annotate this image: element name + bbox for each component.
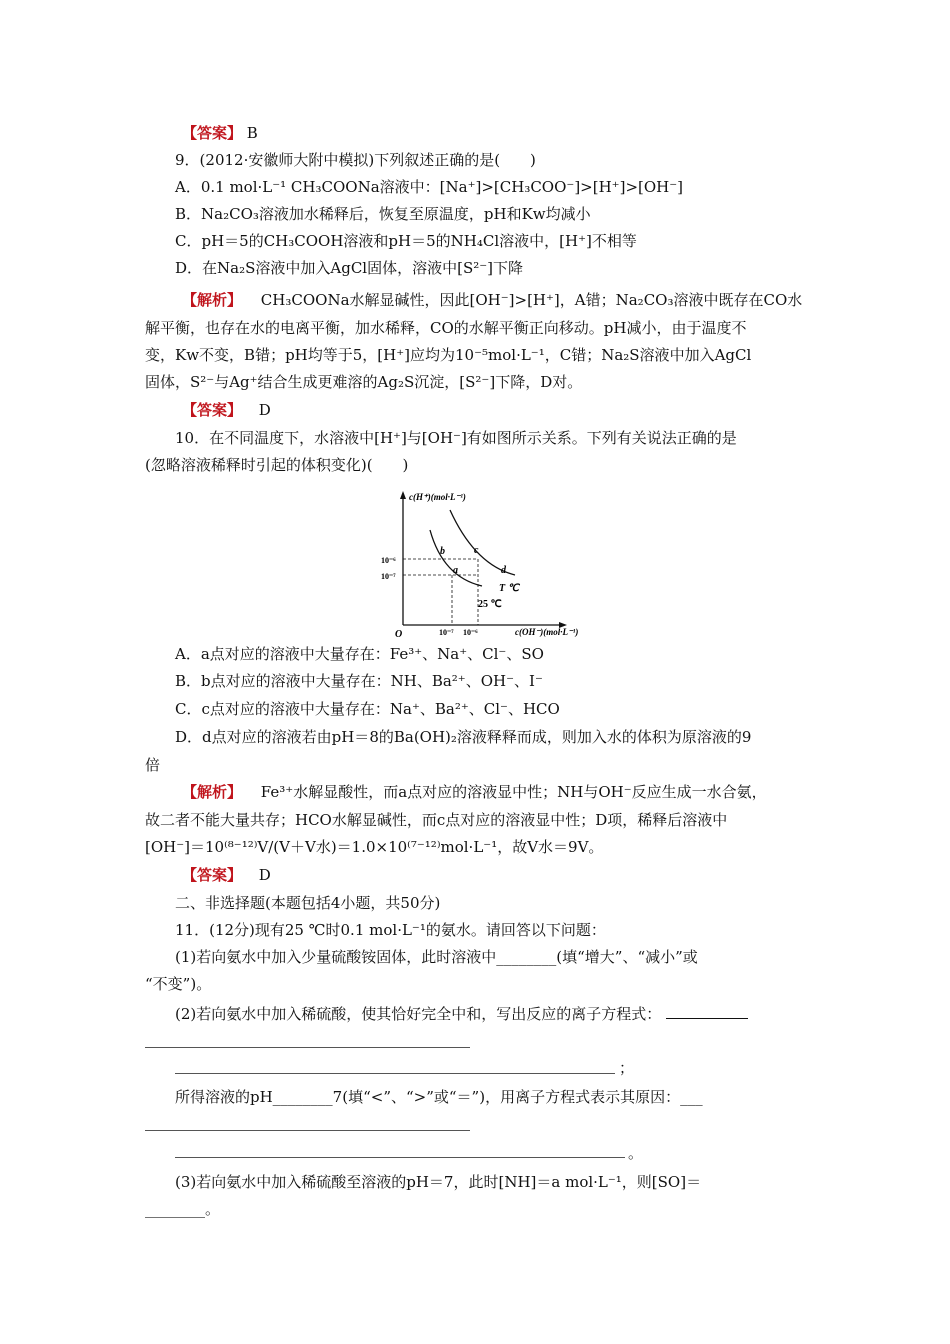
q9-option-b: B．Na₂CO₃溶液加水稀释后，恢复至原温度，pH和Kw均减小 bbox=[175, 205, 591, 223]
y-tick-label: 10⁻⁷ bbox=[381, 572, 396, 581]
x-tick-label: 10⁻⁷ bbox=[439, 628, 454, 637]
answer-line[interactable] bbox=[175, 1157, 625, 1158]
analysis-text: Fe³⁺水解显酸性，而a点对应的溶液显中性；NH与OH⁻反应生成一水合氨， bbox=[260, 783, 767, 801]
q10-option-c: C．c点对应的溶液中大量存在：Na⁺、Ba²⁺、Cl⁻、HCO bbox=[175, 700, 560, 718]
period: 。 bbox=[628, 1144, 644, 1162]
q10-option-d-line-2: 倍 bbox=[145, 756, 161, 774]
q9-analysis-line-1 bbox=[182, 290, 802, 310]
curve-25c bbox=[430, 530, 482, 586]
analysis-text: CH₃COONa水解显碱性，因此[OH⁻]>[H⁺]，A错；Na₂CO₃溶液中既存在CO水 bbox=[260, 291, 803, 309]
q9-analysis-line-3: 变，Kw不变，B错；pH均等于5，[H⁺]应均为10⁻⁵mol·L⁻¹，C错；Na₂S溶液中加入AgCl bbox=[145, 346, 752, 364]
q9-answer-line bbox=[182, 400, 271, 420]
q9-option-c: C．pH＝5的CH₃COOH溶液和pH＝5的NH₄Cl溶液中，[H⁺]不相等 bbox=[175, 232, 637, 250]
answer-line[interactable] bbox=[145, 1047, 470, 1048]
answer-line[interactable] bbox=[145, 1130, 470, 1131]
point-a-label: a bbox=[453, 565, 458, 576]
answer-tag: 【答案】 bbox=[182, 401, 243, 419]
section-heading: 二、非选择题(本题包括4小题，共50分) bbox=[175, 894, 441, 912]
curve-25c-label: 25 ℃ bbox=[478, 599, 502, 610]
q11-stem: 11．(12分)现有25 ℃时0.1 mol·L⁻¹的氨水。请回答以下问题： bbox=[175, 921, 606, 939]
answer-blank[interactable] bbox=[666, 1004, 748, 1019]
q9-analysis-line-4: 固体，S²⁻与Ag⁺结合生成更难溶的Ag₂S沉淀，[S²⁻]下降，D对。 bbox=[145, 373, 583, 391]
origin-label: O bbox=[395, 629, 403, 640]
q10-stem-line-2: (忽略溶液稀释时引起的体积变化)( ) bbox=[145, 456, 409, 474]
curve-t-label: T ℃ bbox=[499, 583, 519, 594]
y-axis-label: c(H⁺)(mol·L⁻¹) bbox=[409, 492, 466, 502]
q11-part2-line bbox=[175, 1004, 748, 1024]
q10-option-b: B．b点对应的溶液中大量存在：NH、Ba²⁺、OH⁻、I⁻ bbox=[175, 672, 543, 690]
h-oh-concentration-chart bbox=[375, 485, 615, 640]
q10-answer-line bbox=[182, 865, 271, 885]
q10-option-a: A．a点对应的溶液中大量存在：Fe³⁺、Na⁺、Cl⁻、SO bbox=[175, 645, 544, 663]
q11-part2-text: (2)若向氨水中加入稀硫酸，使其恰好完全中和，写出反应的离子方程式： bbox=[175, 1005, 662, 1023]
point-d-label: d bbox=[501, 565, 506, 576]
q9-stem: 9．(2012·安徽师大附中模拟)下列叙述正确的是( ) bbox=[175, 151, 536, 169]
analysis-tag: 【解析】 bbox=[182, 783, 243, 801]
answer-tag: 【答案】 bbox=[182, 124, 243, 142]
q11-part3-line-2: ________。 bbox=[145, 1200, 221, 1218]
q8-answer-line bbox=[182, 123, 258, 143]
q10-option-d-line-1: D．d点对应的溶液若由pH＝8的Ba(OH)₂溶液释释而成，则加入水的体积为原溶液的9 bbox=[175, 728, 752, 746]
q11-part3-line-1: (3)若向氨水中加入稀硫酸至溶液的pH＝7，此时[NH]＝a mol·L⁻¹，则[SO]＝ bbox=[175, 1173, 702, 1191]
q9-analysis-line-2: 解平衡，也存在水的电离平衡，加水稀释，CO的水解平衡正向移动。pH减小，由于温度不 bbox=[145, 319, 747, 337]
q11-part1-line-1: (1)若向氨水中加入少量硫酸铵固体，此时溶液中________(填“增大”、“减小”或 bbox=[175, 948, 698, 966]
y-axis-arrow bbox=[400, 491, 406, 499]
y-tick-label: 10⁻⁶ bbox=[381, 556, 396, 565]
answer-value: D bbox=[258, 401, 271, 419]
point-b-label: b bbox=[440, 546, 445, 557]
q11-part1-line-2: “不变”)。 bbox=[145, 975, 212, 993]
point-c-label: c bbox=[474, 545, 479, 556]
answer-line[interactable] bbox=[175, 1073, 615, 1074]
q11-part2-ph-line: 所得溶液的pH________7(填“<”、“>”或“＝”)，用离子方程式表示其原因：___ bbox=[175, 1088, 703, 1106]
q9-option-d: D．在Na₂S溶液中加入AgCl固体，溶液中[S²⁻]下降 bbox=[175, 259, 524, 277]
analysis-tag: 【解析】 bbox=[182, 291, 243, 309]
answer-tag: 【答案】 bbox=[182, 866, 243, 884]
answer-value: D bbox=[258, 866, 271, 884]
q10-stem-line-1: 10．在不同温度下，水溶液中[H⁺]与[OH⁻]有如图所示关系。下列有关说法正确的是 bbox=[175, 429, 737, 447]
q10-analysis-line-2: 故二者不能大量共存；HCO水解显碱性，而c点对应的溶液显中性；D项，稀释后溶液中 bbox=[145, 811, 728, 829]
answer-value: B bbox=[246, 124, 258, 142]
semicolon: ； bbox=[619, 1059, 635, 1077]
q10-analysis-line-1 bbox=[182, 782, 767, 802]
x-axis-label: c(OH⁻)(mol·L⁻¹) bbox=[515, 627, 579, 637]
q9-option-a: A．0.1 mol·L⁻¹ CH₃COONa溶液中：[Na⁺]>[CH₃COO⁻]>[H⁺]>[OH⁻] bbox=[175, 178, 684, 196]
x-tick-label: 10⁻⁶ bbox=[463, 628, 478, 637]
q10-analysis-line-3: [OH⁻]＝10⁽⁸⁻¹²⁾V/(V＋V水)＝1.0×10⁽⁷⁻¹²⁾mol·L⁻¹，故V水＝9V。 bbox=[145, 838, 604, 856]
